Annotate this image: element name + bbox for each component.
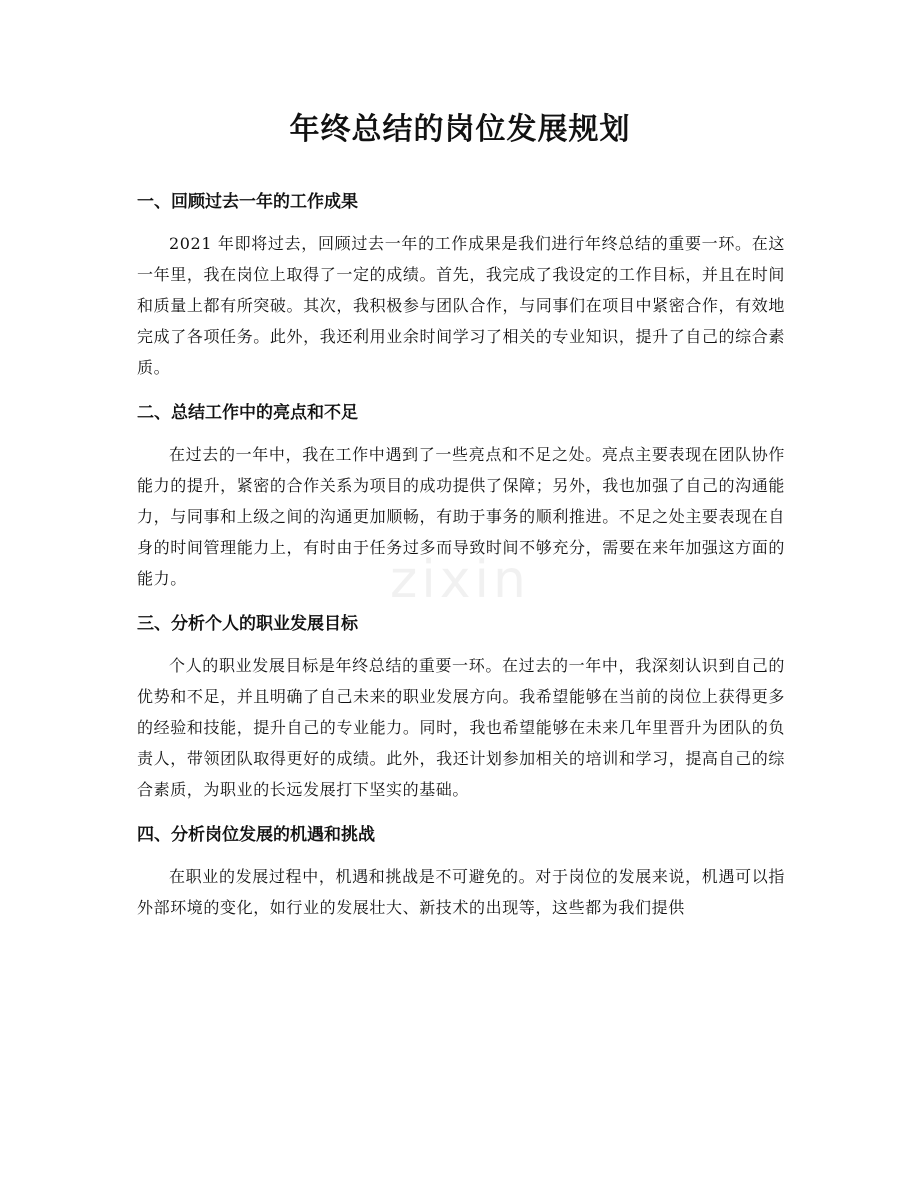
- section-heading: 四、分析岗位发展的机遇和挑战: [137, 825, 375, 845]
- document-title: 年终总结的岗位发展规划: [289, 112, 631, 147]
- section-2: [137, 397, 785, 594]
- section-paragraph: 2021 年即将过去，回顾过去一年的工作成果是我们进行年终总结的重要一环。在这一年里，我在岗位上取得了一定的成绩。首先，我完成了我设定的工作目标，并且在时间和质量上都有所突破。其次，我积极参与团队合作，与同事们在项目中紧密合作，有效地完成了各项任务。此外，我还利用业余时间学习了相关的专业知识，提升了自己的综合素质。: [137, 234, 785, 377]
- section-paragraph: 个人的职业发展目标是年终总结的重要一环。在过去的一年中，我深刻认识到自己的优势和不足，并且明确了自己未来的职业发展方向。我希望能够在当前的岗位上获得更多的经验和技能，提升自己的专业能力。同时，我也希望能够在未来几年里晋升为团队的负责人，带领团队取得更好的成绩。此外，我还计划参加相关的培训和学习，提高自己的综合素质，为职业的长远发展打下坚实的基础。: [137, 656, 785, 799]
- section-4: [137, 819, 785, 923]
- section-paragraph: 在过去的一年中，我在工作中遇到了一些亮点和不足之处。亮点主要表现在团队协作能力的提升，紧密的合作关系为项目的成功提供了保障；另外，我也加强了自己的沟通能力，与同事和上级之间的沟通更加顺畅，有助于事务的顺利推进。不足之处主要表现在自身的时间管理能力上，有时由于任务过多而导致时间不够充分，需要在来年加强这方面的能力。: [137, 445, 785, 588]
- watermark: zixin: [390, 550, 530, 610]
- section-heading: 三、分析个人的职业发展目标: [137, 614, 358, 634]
- section-1: [137, 186, 785, 383]
- document-body: [137, 186, 785, 937]
- section-paragraph: 在职业的发展过程中，机遇和挑战是不可避免的。对于岗位的发展来说，机遇可以指外部环境的变化，如行业的发展壮大、新技术的出现等，这些都为我们提供: [137, 867, 785, 917]
- section-heading: 一、回顾过去一年的工作成果: [137, 192, 358, 212]
- section-heading: 二、总结工作中的亮点和不足: [137, 403, 358, 423]
- section-3: [137, 608, 785, 805]
